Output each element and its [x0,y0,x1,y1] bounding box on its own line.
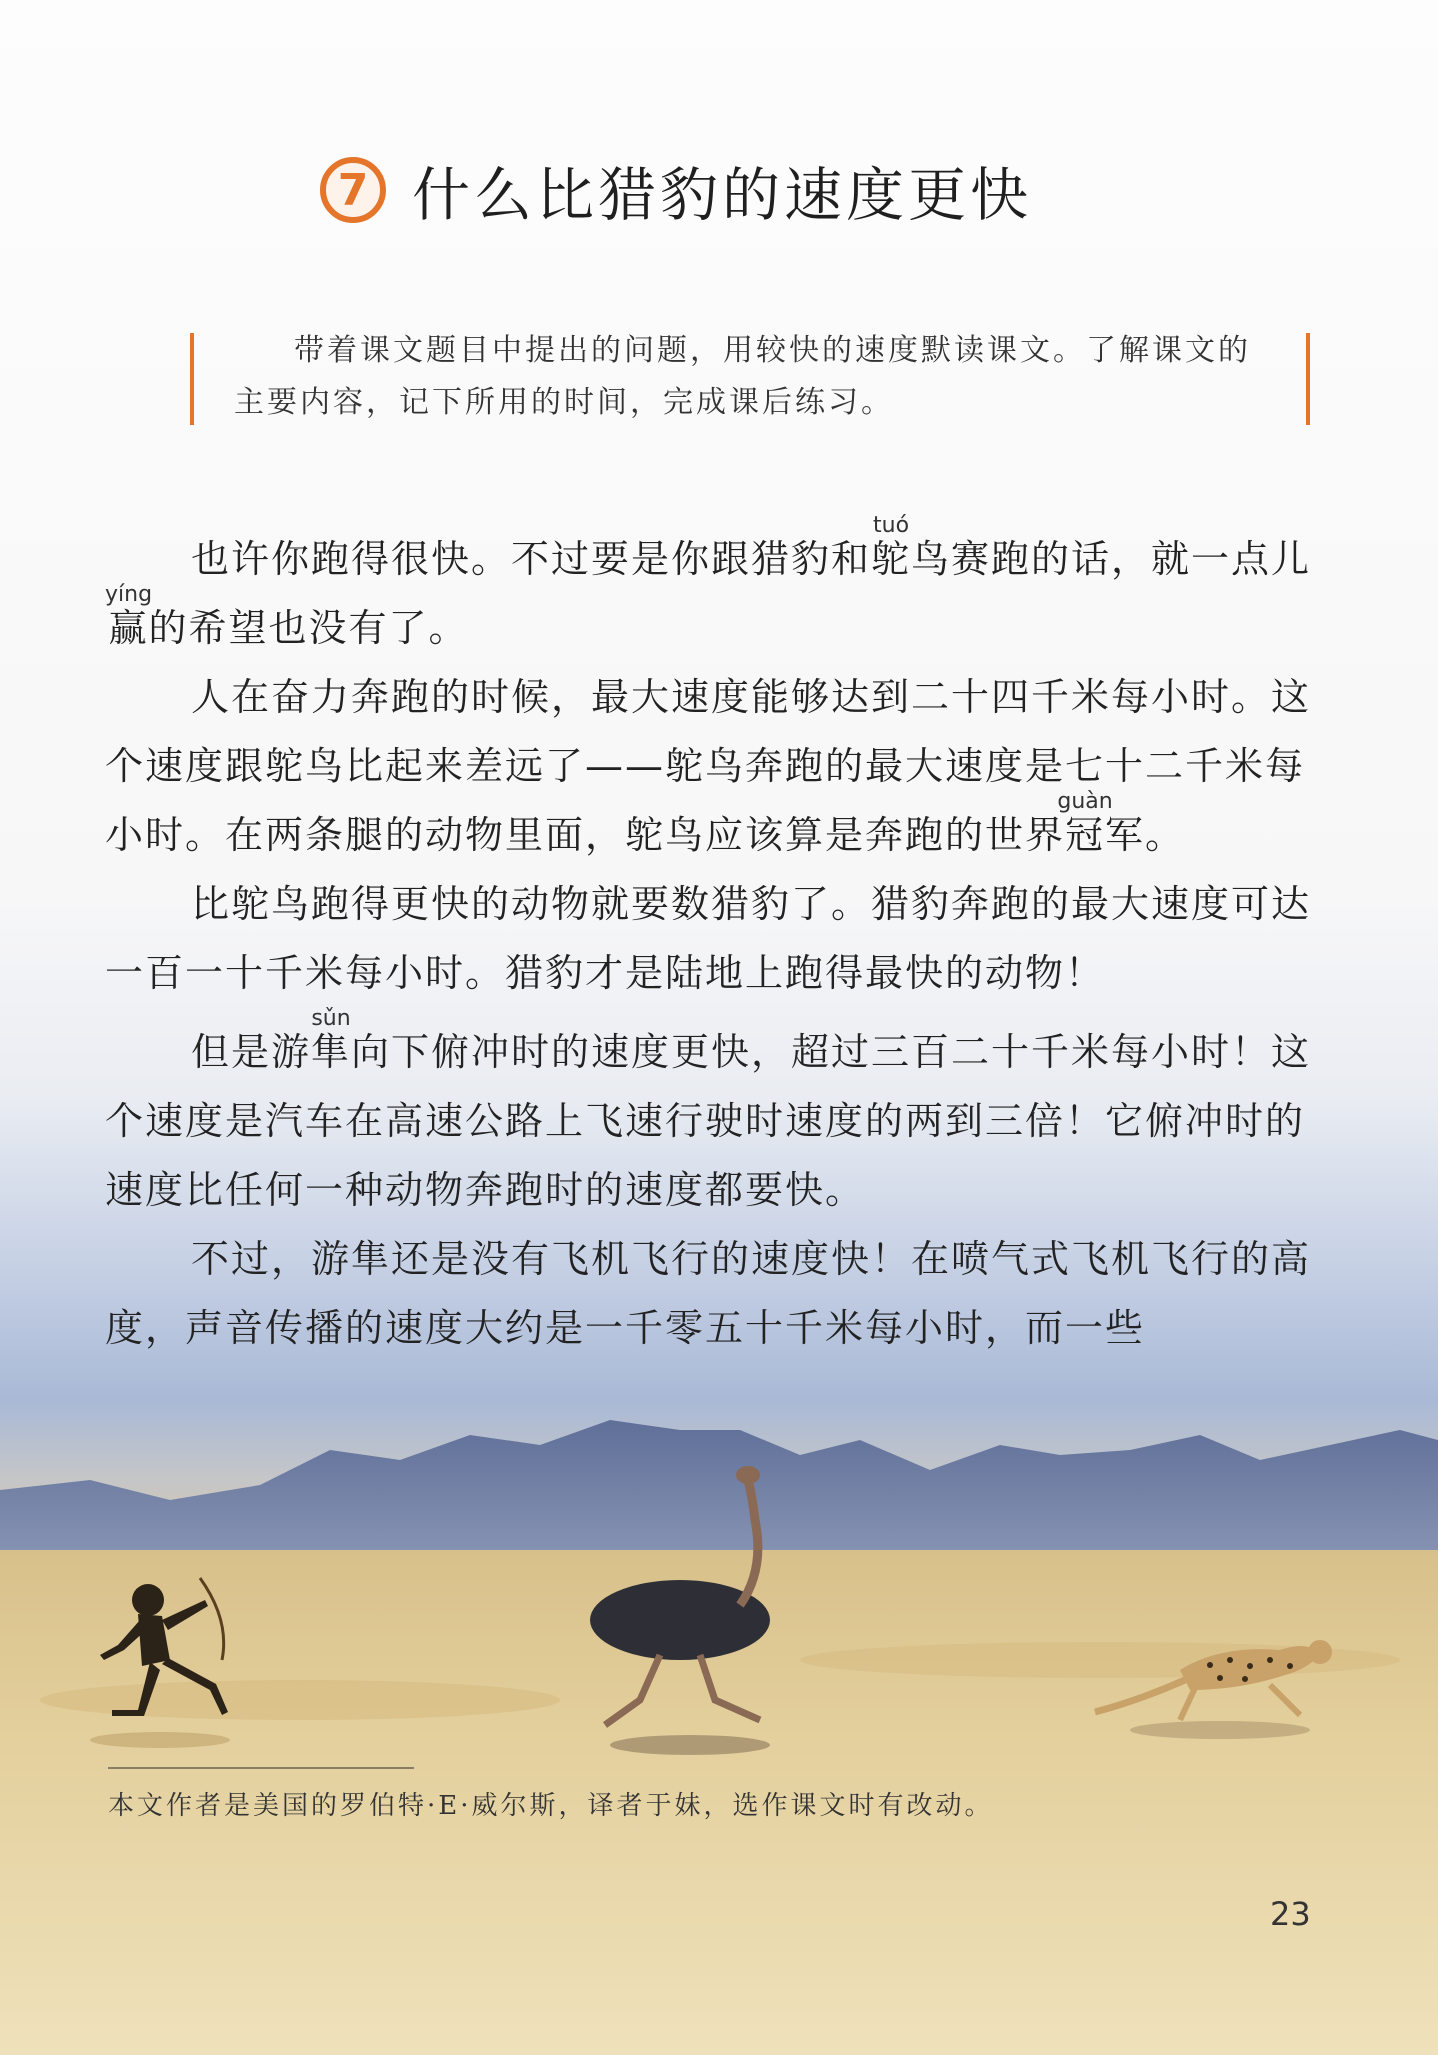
pinyin-tuo: 鸵tuó [871,513,912,581]
footnote-divider [108,1767,414,1769]
lesson-body [105,515,1315,1363]
pinyin-guan: 冠guàn [1057,789,1113,857]
mountain-range [0,1420,1438,1570]
paragraph-2: 人在奋力奔跑的时候，最大速度能够达到二十四千米每小时。这个速度跟鸵鸟比起来差远了——鸵鸟奔跑的最大速度是七十二千米每小时。在两条腿的动物里面，鸵鸟应该算是奔跑的世界冠guàn军。 [105,675,1312,857]
pinyin-sun: 隼sǔn [311,1006,352,1074]
reading-guide-text: 带着课文题目中提出的问题，用较快的速度默读课文。了解课文的主要内容，记下所用的时间，完成课后练习。 [234,333,1251,420]
paragraph-1: 也许你跑得很快。不过要是你跟猎豹和鸵tuó鸟赛跑的话，就一点儿赢yíng的希望也没有了。 [105,513,1312,650]
lesson-title [320,150,1032,230]
paragraph-3: 比鸵鸟跑得更快的动物就要数猎豹了。猎豹奔跑的最大速度可达一百一十千米每小时。猎豹才是陆地上跑得最快的动物！ [105,882,1312,995]
lesson-title-text: 什么比猎豹的速度更快 [412,161,1033,229]
page-number: 23 [1270,1895,1311,1933]
paragraph-5: 不过，游隼还是没有飞机飞行的速度快！在喷气式飞机飞行的高度，声音传播的速度大约是一千零五十千米每小时，而一些 [105,1237,1312,1350]
footnote: 本文作者是美国的罗伯特·E·威尔斯，译者于妹，选作课文时有改动。 [108,1791,994,1821]
paragraph-4: 但是游隼sǔn向下俯冲时的速度更快，超过三百二十千米每小时！这个速度是汽车在高速公路上飞速行驶时速度的两到三倍！它俯冲时的速度比任何一种动物奔跑时的速度都要快。 [105,1006,1312,1212]
reading-guide [190,325,1310,425]
guide-left-bar [190,333,194,425]
lesson-number-badge: 7 [320,157,386,223]
pinyin-ying: 赢yíng [105,582,153,650]
guide-right-bar [1306,333,1310,425]
